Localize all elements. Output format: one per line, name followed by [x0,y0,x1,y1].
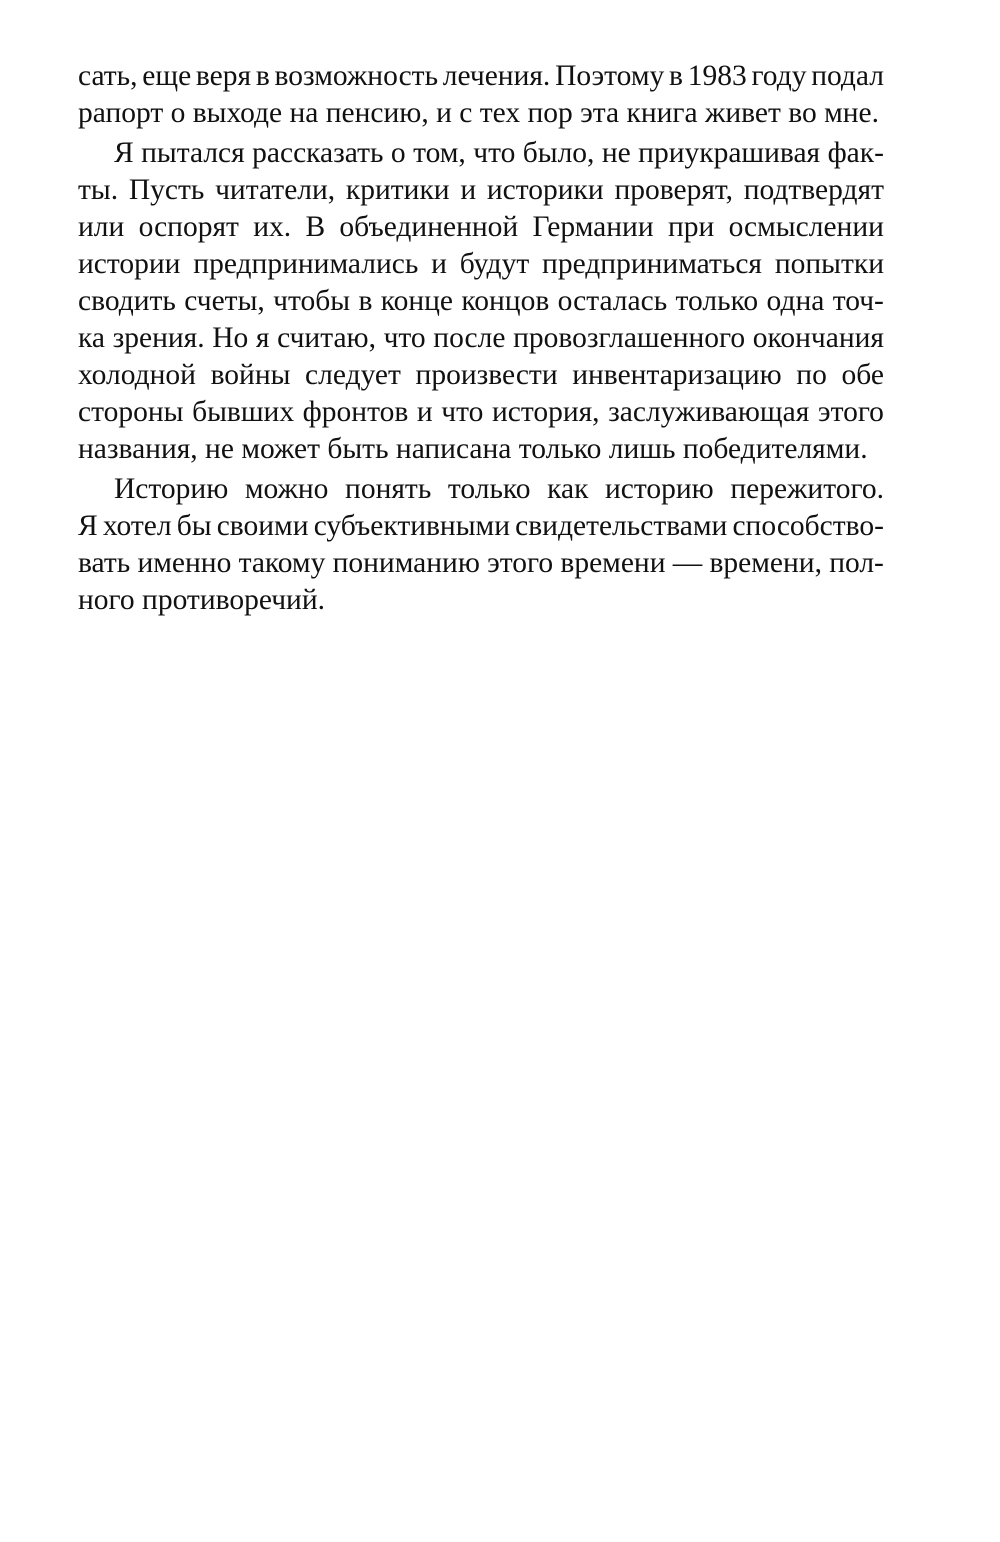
text-line: названия, не может быть написана только лишь победителями. [78,433,868,465]
text-line: сводить счеты, чтобы в конце концов осталась только одна точ- [78,285,884,317]
text-line: вать именно такому пониманию этого времени — времени, пол- [78,547,884,579]
page-text-block [78,58,884,619]
text-line: Я хотел бы своими субъективными свидетельствами способство- [78,510,884,542]
text-line: Я пытался рассказать о том, что было, не приукрашивая фак- [114,137,884,169]
text-line: сать, еще веря в возможность лечения. Поэтому в 1983 году подал [78,60,884,92]
paragraph [78,58,884,132]
text-line: Историю можно понять только как историю пережитого. [114,473,884,505]
text-line: холодной войны следует произвести инвентаризацию по обе [78,359,884,391]
text-line: или оспорят их. В объединенной Германии при осмыслении [78,211,884,243]
paragraph [78,135,884,468]
text-line: рапорт о выходе на пенсию, и с тех пор эта книга живет во мне. [78,97,880,129]
paragraph [78,471,884,619]
text-line: истории предпринимались и будут предприниматься попытки [78,248,884,280]
text-line: ного противоречий. [78,584,325,616]
text-line: ка зрения. Но я считаю, что после провозглашенного окончания [78,322,884,354]
text-line: ты. Пусть читатели, критики и историки проверят, подтвердят [78,174,884,206]
text-line: стороны бывших фронтов и что история, заслуживающая этого [78,396,884,428]
